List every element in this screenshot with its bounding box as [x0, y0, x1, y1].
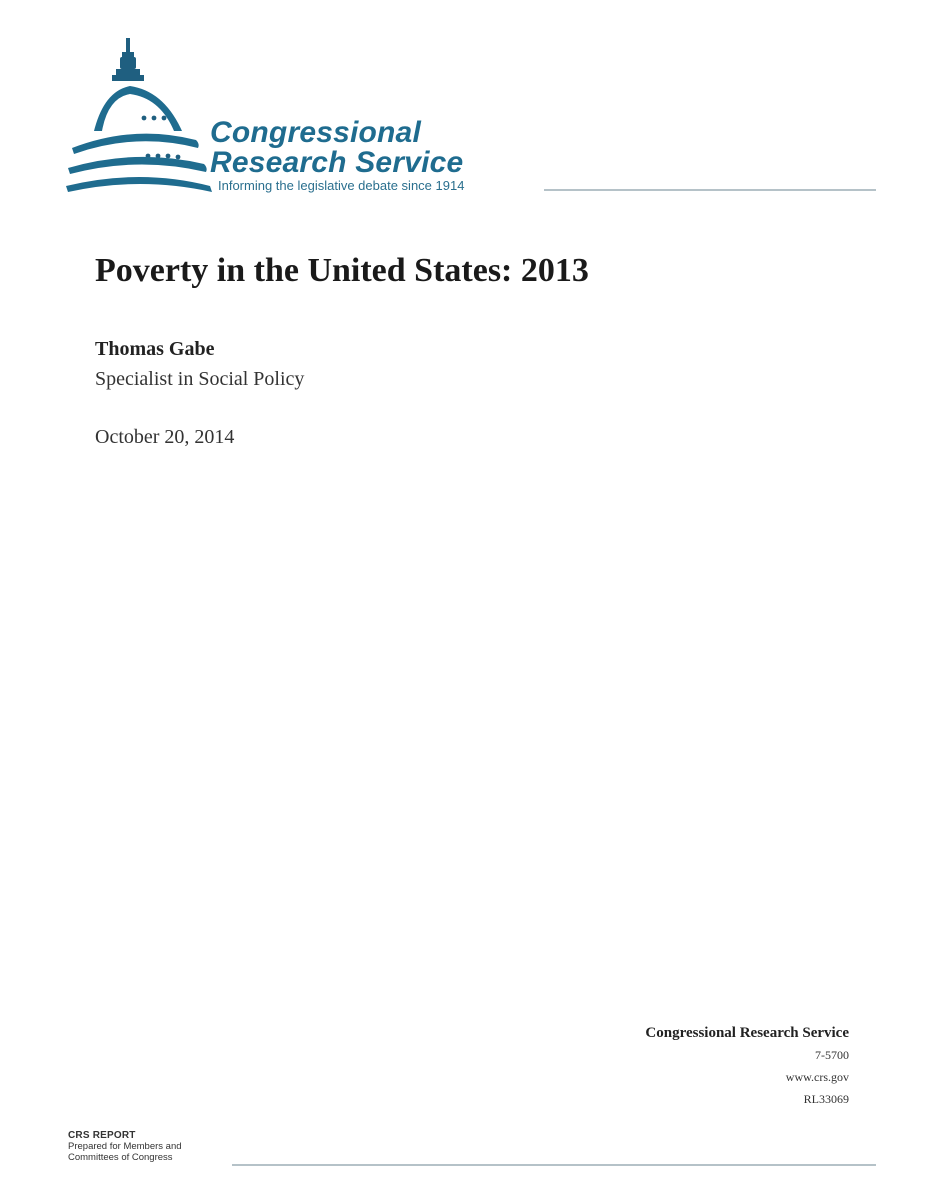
- org-name-line2: Research Service: [210, 146, 464, 179]
- header-divider: [544, 189, 876, 191]
- report-number: RL33069: [803, 1092, 849, 1106]
- publication-phone: 7-5700: [815, 1048, 849, 1062]
- author-name: Thomas Gabe: [95, 338, 215, 360]
- crs-report-line2: Committees of Congress: [68, 1152, 173, 1163]
- publication-info: [645, 1022, 849, 1110]
- author-role: Specialist in Social Policy: [95, 368, 305, 390]
- crs-report-line1: Prepared for Members and: [68, 1141, 182, 1152]
- publication-website: www.crs.gov: [785, 1070, 849, 1084]
- crs-report-label: [68, 1130, 182, 1163]
- org-tagline: Informing the legislative debate since 1914: [218, 178, 465, 193]
- footer-divider: [232, 1164, 876, 1166]
- publication-org: Congressional Research Service: [645, 1025, 849, 1041]
- org-name: [210, 118, 463, 178]
- capitol-dome-logo-icon: [64, 36, 224, 196]
- org-name-line1: Congressional: [210, 116, 421, 149]
- report-title: Poverty in the United States: 2013: [95, 252, 589, 289]
- crs-report-heading: CRS REPORT: [68, 1130, 136, 1141]
- report-date: October 20, 2014: [95, 426, 235, 448]
